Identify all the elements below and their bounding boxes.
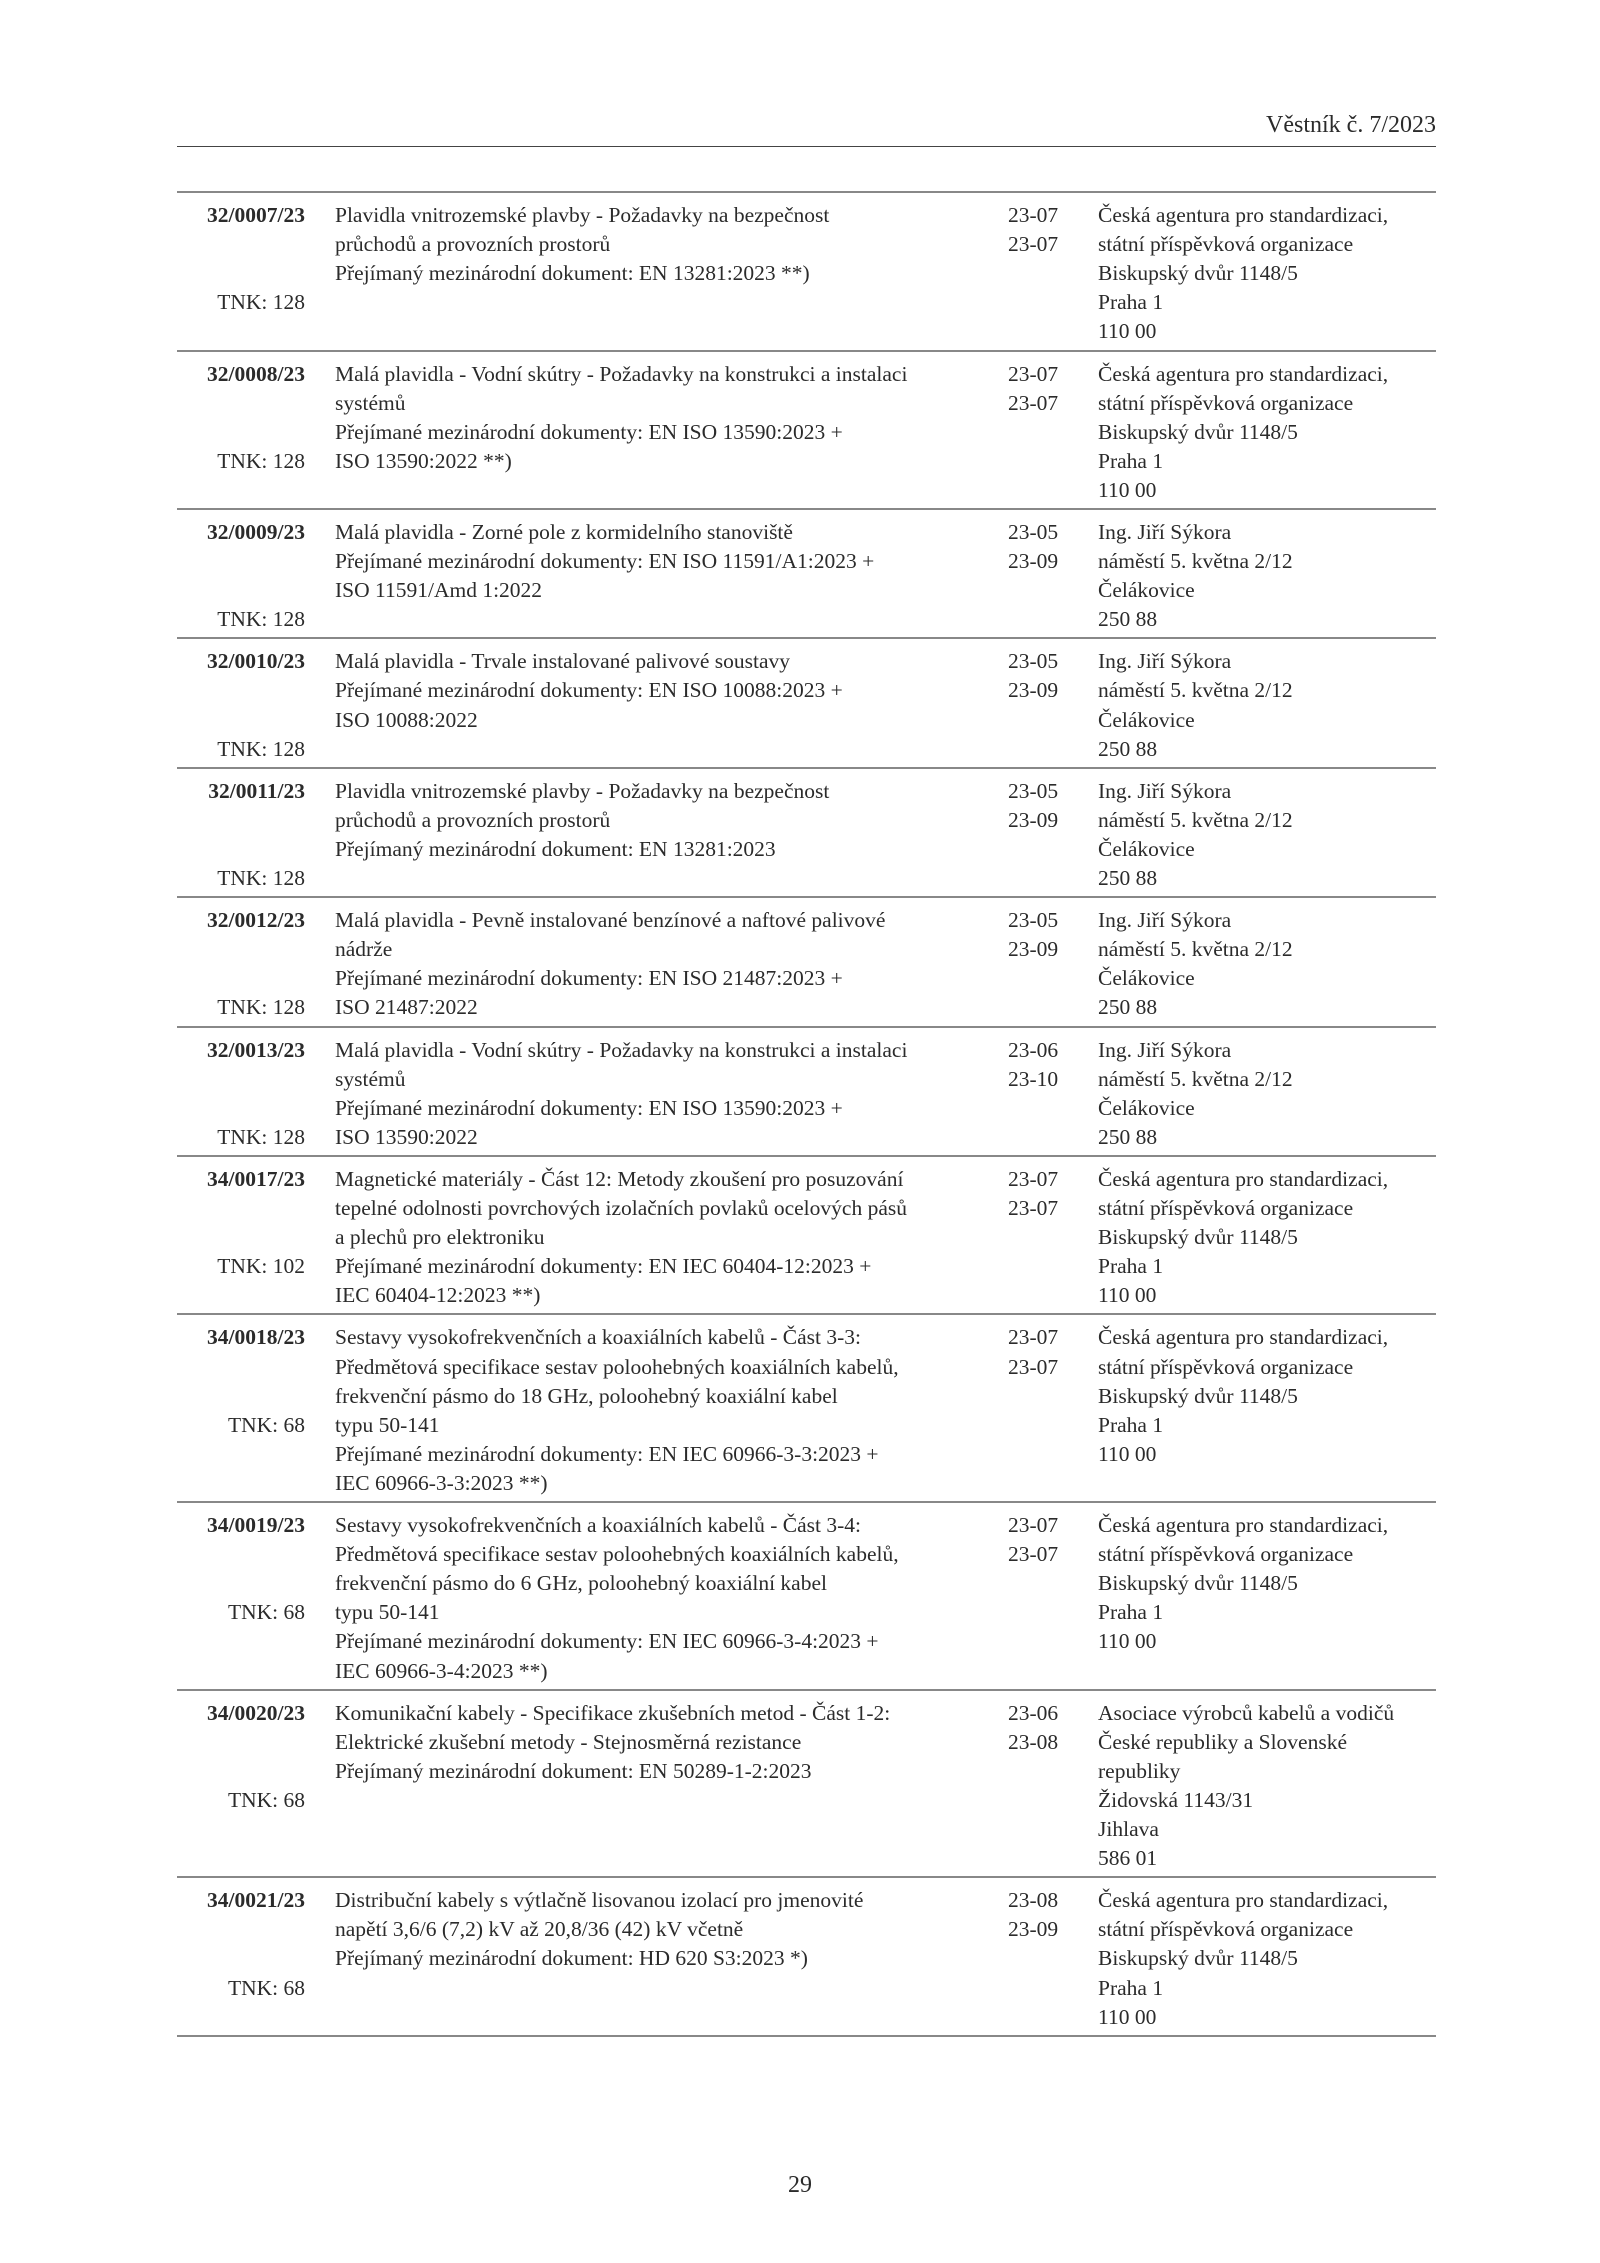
- table-row: [177, 1315, 1436, 1503]
- id-cell: [177, 1511, 305, 1686]
- title-line: Sestavy vysokofrekvenčních a koaxiálních kabelů - Část 3-4:: [335, 1513, 862, 1538]
- title-line: IEC 60966-3-3:2023 **): [335, 1470, 548, 1495]
- tnk-label: TNK: 128: [217, 290, 305, 315]
- title-cell: [335, 647, 843, 734]
- tnk-label: TNK: 102: [217, 1254, 305, 1279]
- address-line: Ing. Jiří Sýkora: [1098, 778, 1232, 803]
- address-line: Ing. Jiří Sýkora: [1098, 649, 1232, 674]
- table-row: [177, 1878, 1436, 2037]
- address-line: státní příspěvková organizace: [1098, 1196, 1354, 1221]
- title-line: Komunikační kabely - Specifikace zkušebních metod - Část 1-2:: [335, 1700, 891, 1725]
- address-line: 110 00: [1098, 1629, 1157, 1654]
- title-line: Plavidla vnitrozemské plavby - Požadavky na bezpečnost: [335, 778, 830, 803]
- title-cell: [335, 1036, 907, 1152]
- title-cell: [335, 1886, 863, 1973]
- address-cell: [1098, 1323, 1388, 1498]
- address-line: náměstí 5. května 2/12: [1098, 807, 1293, 832]
- title-line: ISO 21487:2022: [335, 995, 478, 1020]
- id-cell: [177, 647, 305, 763]
- date: 23-05: [1008, 520, 1059, 544]
- address-cell: [1098, 1511, 1388, 1686]
- id-cell: [177, 906, 305, 1022]
- address-line: 250 88: [1098, 866, 1158, 891]
- table-row: [177, 510, 1436, 639]
- id-cell: [177, 1323, 305, 1498]
- address-line: státní příspěvková organizace: [1098, 232, 1354, 257]
- date: 23-09: [1008, 937, 1059, 962]
- dates-cell: [1008, 201, 1058, 259]
- title-line: Malá plavidla - Vodní skútry - Požadavky na konstrukci a instalaci: [335, 1037, 908, 1062]
- title-line: Plavidla vnitrozemské plavby - Požadavky na bezpečnost: [335, 203, 830, 227]
- address-line: Biskupský dvůr 1148/5: [1098, 261, 1298, 286]
- address-line: Praha 1: [1098, 1254, 1164, 1279]
- title-line: Malá plavidla - Zorné pole z kormidelního stanoviště: [335, 520, 793, 544]
- address-line: státní příspěvková organizace: [1098, 390, 1354, 415]
- title-line: Přejímané mezinárodní dokumenty: EN ISO 13590:2023 +: [335, 419, 843, 444]
- id-cell: [177, 1699, 305, 1874]
- title-line: Elektrické zkušební metody - Stejnosměrná rezistance: [335, 1729, 802, 1754]
- tnk-label: TNK: 128: [217, 866, 305, 891]
- title-cell: [335, 906, 885, 1022]
- id-cell: [177, 1886, 305, 2032]
- date: 23-07: [1008, 1325, 1059, 1350]
- tnk-label: TNK: 128: [217, 736, 305, 761]
- standard-id: 32/0010/23: [207, 649, 305, 674]
- title-line: tepelné odolnosti povrchových izolačních povlaků ocelových pásů: [335, 1196, 907, 1221]
- title-line: IEC 60966-3-4:2023 **): [335, 1658, 548, 1683]
- tnk-label: TNK: 68: [227, 1787, 305, 1812]
- address-cell: [1098, 777, 1293, 893]
- standard-id: 32/0013/23: [207, 1037, 305, 1062]
- id-cell: [177, 201, 305, 347]
- tnk-label: TNK: 128: [217, 607, 305, 632]
- table-row: [177, 352, 1436, 511]
- title-line: průchodů a provozních prostorů: [335, 232, 611, 257]
- table-row: [177, 769, 1436, 898]
- title-cell: [335, 1323, 899, 1498]
- date: 23-05: [1008, 908, 1059, 933]
- title-line: frekvenční pásmo do 18 GHz, poloohebný koaxiální kabel: [335, 1383, 838, 1408]
- date: 23-07: [1008, 1354, 1059, 1379]
- dates-cell: [1008, 1886, 1058, 1944]
- address-line: 110 00: [1098, 1441, 1157, 1466]
- date: 23-07: [1008, 361, 1059, 386]
- title-line: a plechů pro elektroniku: [335, 1225, 545, 1250]
- title-line: Předmětová specifikace sestav poloohebných koaxiálních kabelů,: [335, 1354, 899, 1379]
- address-line: Praha 1: [1098, 1412, 1164, 1437]
- address-line: Biskupský dvůr 1148/5: [1098, 1225, 1298, 1250]
- address-line: Praha 1: [1098, 1600, 1164, 1625]
- table-row: [177, 1157, 1436, 1316]
- title-line: ISO 13590:2022 **): [335, 448, 512, 473]
- date: 23-08: [1008, 1888, 1059, 1913]
- date: 23-07: [1008, 1196, 1059, 1221]
- table-row: [177, 1503, 1436, 1691]
- standard-id: 32/0007/23: [207, 203, 305, 227]
- dates-cell: [1008, 647, 1058, 705]
- address-cell: [1098, 1699, 1394, 1874]
- address-line: Židovská 1143/31: [1098, 1787, 1254, 1812]
- address-line: Česká agentura pro standardizaci,: [1098, 1325, 1389, 1350]
- title-line: Přejímaný mezinárodní dokument: HD 620 S3:2023 *): [335, 1946, 808, 1971]
- dates-cell: [1008, 518, 1058, 576]
- title-line: Přejímaný mezinárodní dokument: EN 13281:2023: [335, 836, 776, 861]
- table-row: [177, 898, 1436, 1027]
- title-cell: [335, 777, 829, 864]
- address-line: státní příspěvková organizace: [1098, 1542, 1354, 1567]
- title-line: Přejímané mezinárodní dokumenty: EN IEC 60404-12:2023 +: [335, 1254, 872, 1279]
- title-line: Přejímané mezinárodní dokumenty: EN ISO 13590:2023 +: [335, 1095, 843, 1120]
- tnk-label: TNK: 128: [217, 995, 305, 1020]
- date: 23-07: [1008, 1513, 1059, 1538]
- standard-id: 34/0017/23: [207, 1166, 305, 1191]
- address-cell: [1098, 201, 1388, 347]
- address-line: náměstí 5. května 2/12: [1098, 1066, 1293, 1091]
- standard-id: 34/0018/23: [207, 1325, 305, 1350]
- address-line: Ing. Jiří Sýkora: [1098, 908, 1232, 933]
- title-line: ISO 10088:2022: [335, 707, 478, 732]
- standard-id: 32/0009/23: [207, 520, 305, 544]
- date: 23-05: [1008, 649, 1059, 674]
- title-cell: [335, 1699, 890, 1786]
- address-line: 110 00: [1098, 477, 1157, 502]
- title-line: frekvenční pásmo do 6 GHz, poloohebný koaxiální kabel: [335, 1571, 827, 1596]
- title-line: Přejímaný mezinárodní dokument: EN 50289-1-2:2023: [335, 1758, 812, 1783]
- address-line: státní příspěvková organizace: [1098, 1354, 1354, 1379]
- address-cell: [1098, 360, 1388, 506]
- address-line: 110 00: [1098, 2004, 1157, 2029]
- title-line: systémů: [335, 1066, 406, 1091]
- title-line: typu 50-141: [335, 1600, 440, 1625]
- tnk-label: TNK: 128: [217, 1124, 305, 1149]
- title-line: ISO 11591/Amd 1:2022: [335, 578, 543, 603]
- standards-table: [177, 191, 1436, 2037]
- id-cell: [177, 777, 305, 893]
- title-cell: [335, 1511, 899, 1686]
- title-line: IEC 60404-12:2023 **): [335, 1283, 541, 1308]
- address-line: náměstí 5. května 2/12: [1098, 678, 1293, 703]
- table-row: [177, 639, 1436, 768]
- id-cell: [177, 1036, 305, 1152]
- address-line: Biskupský dvůr 1148/5: [1098, 419, 1298, 444]
- date: 23-05: [1008, 778, 1059, 803]
- address-line: Česká agentura pro standardizaci,: [1098, 361, 1389, 386]
- title-line: napětí 3,6/6 (7,2) kV až 20,8/36 (42) kV včetně: [335, 1917, 744, 1942]
- address-line: Ing. Jiří Sýkora: [1098, 520, 1232, 544]
- address-line: Praha 1: [1098, 290, 1164, 315]
- address-line: 250 88: [1098, 995, 1158, 1020]
- address-line: Praha 1: [1098, 448, 1164, 473]
- dates-cell: [1008, 1165, 1058, 1223]
- address-line: Biskupský dvůr 1148/5: [1098, 1571, 1298, 1596]
- date: 23-07: [1008, 1542, 1059, 1567]
- standard-id: 32/0008/23: [207, 361, 305, 386]
- date: 23-08: [1008, 1729, 1059, 1754]
- page-number: 29: [788, 2172, 812, 2198]
- dates-cell: [1008, 1323, 1058, 1381]
- address-line: 110 00: [1098, 1283, 1157, 1308]
- address-cell: [1098, 906, 1293, 1022]
- address-line: Ing. Jiří Sýkora: [1098, 1037, 1232, 1062]
- title-line: průchodů a provozních prostorů: [335, 807, 611, 832]
- header-rule: [177, 146, 1436, 147]
- tnk-label: TNK: 68: [227, 1975, 305, 2000]
- title-line: Malá plavidla - Trvale instalované palivové soustavy: [335, 649, 790, 674]
- title-line: systémů: [335, 390, 406, 415]
- date: 23-07: [1008, 390, 1059, 415]
- address-line: Čelákovice: [1098, 966, 1195, 991]
- title-cell: [335, 360, 907, 476]
- standard-id: 34/0021/23: [207, 1888, 305, 1913]
- address-line: Biskupský dvůr 1148/5: [1098, 1383, 1298, 1408]
- title-line: Sestavy vysokofrekvenčních a koaxiálních kabelů - Část 3-3:: [335, 1325, 862, 1350]
- standard-id: 32/0012/23: [207, 908, 305, 933]
- title-line: Přejímané mezinárodní dokumenty: EN IEC 60966-3-4:2023 +: [335, 1629, 879, 1654]
- address-line: Čelákovice: [1098, 1095, 1195, 1120]
- journal-header: Věstník č. 7/2023: [1266, 112, 1436, 138]
- date: 23-06: [1008, 1037, 1059, 1062]
- id-cell: [177, 518, 305, 634]
- dates-cell: [1008, 906, 1058, 964]
- title-line: Předmětová specifikace sestav poloohebných koaxiálních kabelů,: [335, 1542, 899, 1567]
- table-row: [177, 1028, 1436, 1157]
- id-cell: [177, 1165, 305, 1311]
- address-line: 250 88: [1098, 736, 1158, 761]
- address-line: 250 88: [1098, 1124, 1158, 1149]
- dates-cell: [1008, 777, 1058, 835]
- address-line: Jihlava: [1098, 1817, 1159, 1842]
- title-line: Přejímané mezinárodní dokumenty: EN ISO 10088:2023 +: [335, 678, 843, 703]
- address-line: 110 00: [1098, 319, 1157, 344]
- title-cell: [335, 1165, 907, 1310]
- date: 23-07: [1008, 232, 1059, 257]
- dates-cell: [1008, 1511, 1058, 1569]
- address-line: náměstí 5. května 2/12: [1098, 937, 1293, 962]
- date: 23-07: [1008, 203, 1059, 227]
- table-row: [177, 1691, 1436, 1879]
- title-line: Přejímaný mezinárodní dokument: EN 13281:2023 **): [335, 261, 810, 286]
- date: 23-09: [1008, 678, 1059, 703]
- standard-id: 32/0011/23: [208, 778, 305, 803]
- title-cell: [335, 518, 874, 605]
- tnk-label: TNK: 128: [217, 448, 305, 473]
- date: 23-10: [1008, 1066, 1059, 1091]
- address-cell: [1098, 518, 1293, 634]
- date: 23-09: [1008, 807, 1059, 832]
- title-line: typu 50-141: [335, 1412, 440, 1437]
- address-line: Asociace výrobců kabelů a vodičů: [1098, 1700, 1395, 1725]
- address-line: Česká agentura pro standardizaci,: [1098, 1513, 1389, 1538]
- table-row: [177, 193, 1436, 352]
- title-line: Přejímané mezinárodní dokumenty: EN IEC 60966-3-3:2023 +: [335, 1441, 879, 1466]
- id-cell: [177, 360, 305, 506]
- title-line: Magnetické materiály - Část 12: Metody zkoušení pro posuzování: [335, 1166, 904, 1191]
- title-line: Distribuční kabely s výtlačně lisovanou izolací pro jmenovité: [335, 1888, 864, 1913]
- address-line: státní příspěvková organizace: [1098, 1917, 1354, 1942]
- address-line: Praha 1: [1098, 1975, 1164, 2000]
- dates-cell: [1008, 360, 1058, 418]
- date: 23-09: [1008, 549, 1059, 574]
- tnk-label: TNK: 68: [227, 1600, 305, 1625]
- address-line: Česká agentura pro standardizaci,: [1098, 203, 1389, 227]
- dates-cell: [1008, 1036, 1058, 1094]
- address-line: 586 01: [1098, 1846, 1158, 1871]
- title-line: Přejímané mezinárodní dokumenty: EN ISO 11591/A1:2023 +: [335, 549, 875, 574]
- title-line: nádrže: [335, 937, 393, 962]
- standard-id: 34/0019/23: [207, 1513, 305, 1538]
- address-cell: [1098, 1036, 1293, 1152]
- address-line: náměstí 5. května 2/12: [1098, 549, 1293, 574]
- tnk-label: TNK: 68: [227, 1412, 305, 1437]
- standard-id: 34/0020/23: [207, 1700, 305, 1725]
- title-cell: [335, 201, 829, 288]
- address-line: Česká agentura pro standardizaci,: [1098, 1888, 1389, 1913]
- address-line: Čelákovice: [1098, 707, 1195, 732]
- address-line: Biskupský dvůr 1148/5: [1098, 1946, 1298, 1971]
- title-line: ISO 13590:2022: [335, 1124, 478, 1149]
- date: 23-06: [1008, 1700, 1059, 1725]
- address-cell: [1098, 1886, 1388, 2032]
- date: 23-09: [1008, 1917, 1059, 1942]
- address-line: České republiky a Slovenské: [1098, 1729, 1347, 1754]
- address-line: Česká agentura pro standardizaci,: [1098, 1166, 1389, 1191]
- address-cell: [1098, 647, 1293, 763]
- address-line: 250 88: [1098, 607, 1158, 632]
- title-line: Přejímané mezinárodní dokumenty: EN ISO 21487:2023 +: [335, 966, 843, 991]
- address-cell: [1098, 1165, 1388, 1311]
- address-line: republiky: [1098, 1758, 1181, 1783]
- title-line: Malá plavidla - Vodní skútry - Požadavky na konstrukci a instalaci: [335, 361, 908, 386]
- dates-cell: [1008, 1699, 1058, 1757]
- date: 23-07: [1008, 1166, 1059, 1191]
- title-line: Malá plavidla - Pevně instalované benzínové a naftové palivové: [335, 908, 886, 933]
- address-line: Čelákovice: [1098, 836, 1195, 861]
- address-line: Čelákovice: [1098, 578, 1195, 603]
